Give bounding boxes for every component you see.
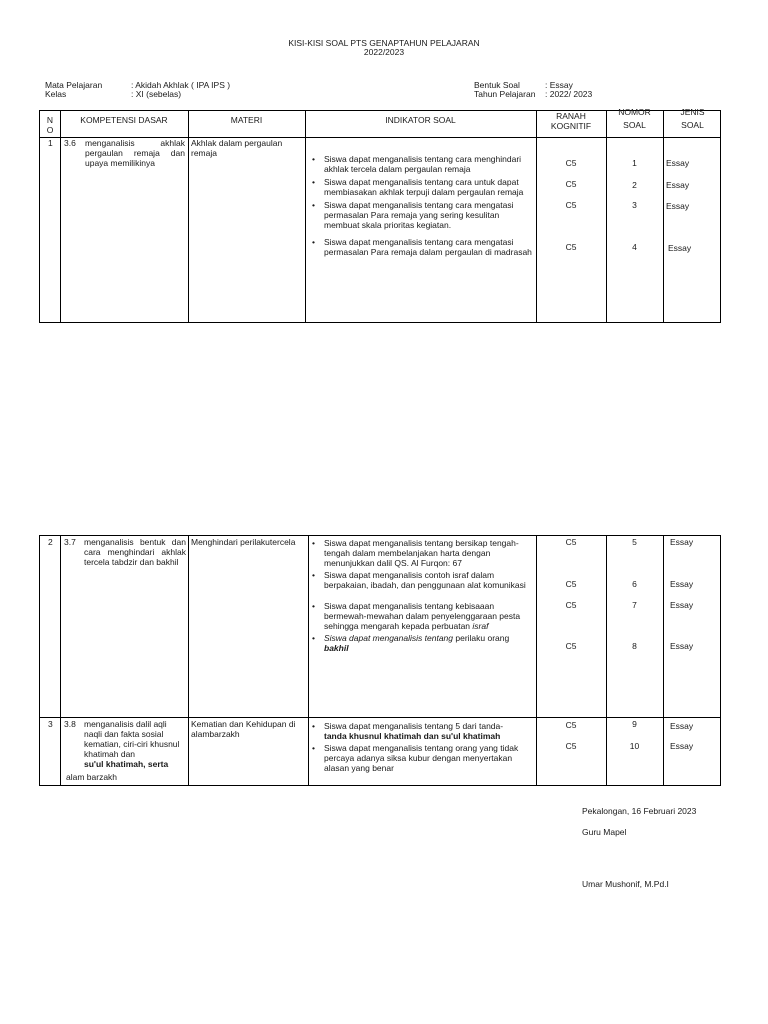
row-3-ranah-1: C5 [565,720,577,730]
row-3-materi: Kematian dan Kehidupan di alambarzakh [191,719,296,739]
row-3-kd-num: 3.8 [64,719,76,729]
row-2-ranah-3: C5 [565,600,577,610]
row-1-nomor-3: 3 [632,200,637,210]
row-3-ranah-2: C5 [565,741,577,751]
kelas-value: : XI (sebelas) [131,89,182,99]
row-2-jenis-3: Essay [670,600,694,610]
row-2-nomor-3: 7 [632,600,637,610]
signature-name: Umar Mushonif, M.Pd.I [582,879,669,889]
mapel-value: : Akidah Akhlak ( IPA IPS ) [131,80,231,90]
row-1-kd-num: 3.6 [64,138,76,148]
kelas-label: Kelas [45,89,67,99]
row-2-nomor-1: 5 [632,537,637,547]
header-indikator-soal: INDIKATOR SOAL [385,115,456,125]
row-1-jenis-3: Essay [666,201,690,211]
row-2-jenis-4: Essay [670,641,694,651]
kisi-kisi-table-2: 2 3.7 menganalisis bentuk dan cara menghindari akhlak tercela tabdzir dan bakhil Menghindari perilakutercela • Siswa dapat menganalisis tentang bersikap tengah-tengah dalam membelanjakan harta dengan menunjukkan dalil QS. Al Furqon: 67 • Siswa dapat menganalisis contoh israf dalam berpakaian, ibadah, dan penggunaan alat komunikasi • Siswa dapat menganalisis tentang kebisaaan bermewah-mewahan dalam penyelenggaraan pesta sehingga mengarah kepada perbuatan israf • Siswa dapat menganalisis tentang perilaku orang bakhil C5 C5 C5 C5 5 6 7 8 Essay Essay Essay Essay 3 3.8 menganalisis dalil aqli naqli dan fakta sosial kematian, ciri-ciri khusnul khatimah dan su'ul khatimah, serta alam barzakh Kematian dan Kehidupan di alambarzakh • Siswa dapat menganalisis tentang 5 dari tanda- tanda khusnul khatimah dan su'ul khatimah • Siswa dapat menganalisis tentang orang yang tidak percaya adanya siksa kubur dengan menyertakan alasan yang benar C5 C5 9 10 Essay Essay [39,535,721,786]
header-ranah-kognitif: RANAH KOGNITIF [550,111,592,131]
row-1-jenis-4: Essay [668,243,692,253]
mapel-label: Mata Pelajaran [45,80,103,90]
tahun-pelajaran-value: : 2022/ 2023 [545,89,593,99]
row-3-kompetensi-dasar: menganalisis dalil aqli naqli dan fakta sosial kematian, ciri-ciri khusnul khatimah dan su'ul khatimah, serta [84,719,180,769]
row-2-no: 2 [48,537,53,547]
row-1-jenis-1: Essay [666,158,690,168]
header-jenis-soal: JENIS SOAL [680,107,705,130]
row-3-jenis-1: Essay [670,721,694,731]
row-3-no: 3 [48,719,53,729]
row-1-materi: Akhlak dalam pergaulan remaja [191,138,283,158]
header-nomor-soal: NOMOR SOAL [618,107,651,130]
row-1-no: 1 [48,138,53,148]
row-3-nomor-1: 9 [632,719,637,729]
row-2-kd-num: 3.7 [64,537,76,547]
kisi-kisi-table-1: N O KOMPETENSI DASAR MATERI INDIKATOR SOAL RANAH KOGNITIF NOMOR SOAL JENIS SOAL 1 3.6 menganalisis akhlak pergaulan remaja dan upaya memilikinya Akhlak dalam pergaulan remaja • Siswa dapat menganalisis tentang cara menghindari akhlak tercela dalam pergaulan remaja • Siswa dapat menganalisis tentang cara untuk dapat membiasakan akhlak terpuji dalam pergaulan remaja • Siswa dapat menganalisis tentang cara mengatasi permasalan Para remaja yang sering kesulitan membuat skala prioritas kegiatan. • Siswa dapat menganalisis tentang cara mengatasi permasalan Para remaja dalam pergaulan di madrasah C5 C5 C5 C5 1 2 3 4 Essay Essay Essay Essay [39,110,721,323]
row-2-jenis-1: Essay [670,537,694,547]
row-1-nomor-2: 2 [632,180,637,190]
header-no: N O [46,115,54,135]
row-3-kompetensi-dasar-end: alam barzakh [66,772,118,782]
row-1-ranah-4: C5 [565,242,577,252]
row-2-materi: Menghindari perilakutercela [191,537,296,547]
row-2-kompetensi-dasar: menganalisis bentuk dan cara menghindari akhlak tercela tabdzir dan bakhil [84,537,186,567]
row-2-jenis-2: Essay [670,579,694,589]
bentuk-soal-value: : Essay [545,80,573,90]
row-2-ranah-2: C5 [565,579,577,589]
header-materi: MATERI [230,115,263,125]
row-1-jenis-2: Essay [666,180,690,190]
row-2-nomor-4: 8 [632,641,637,651]
row-1-nomor-1: 1 [632,158,637,168]
document-title: KISI-KISI SOAL PTS GENAPTAHUN PELAJARAN [288,38,480,48]
header-kompetensi-dasar: KOMPETENSI DASAR [80,115,168,125]
row-2-ranah-4: C5 [565,641,577,651]
row-3-jenis-2: Essay [670,741,694,751]
signature-role: Guru Mapel [582,827,627,837]
signature-place-date: Pekalongan, 16 Februari 2023 [582,806,697,816]
row-2-nomor-2: 6 [632,579,637,589]
row-1-ranah-1: C5 [565,158,577,168]
row-1-ranah-3: C5 [565,200,577,210]
document-year: 2022/2023 [363,47,405,57]
row-1-nomor-4: 4 [632,242,637,252]
row-3-nomor-2: 10 [629,741,640,751]
row-2-ranah-1: C5 [565,537,577,547]
row-1-ranah-2: C5 [565,179,577,189]
bentuk-soal-label: Bentuk Soal [474,80,520,90]
row-1-kompetensi-dasar: menganalisis akhlak pergaulan remaja dan upaya memilikinya [85,138,185,168]
tahun-pelajaran-label: Tahun Pelajaran [474,89,536,99]
